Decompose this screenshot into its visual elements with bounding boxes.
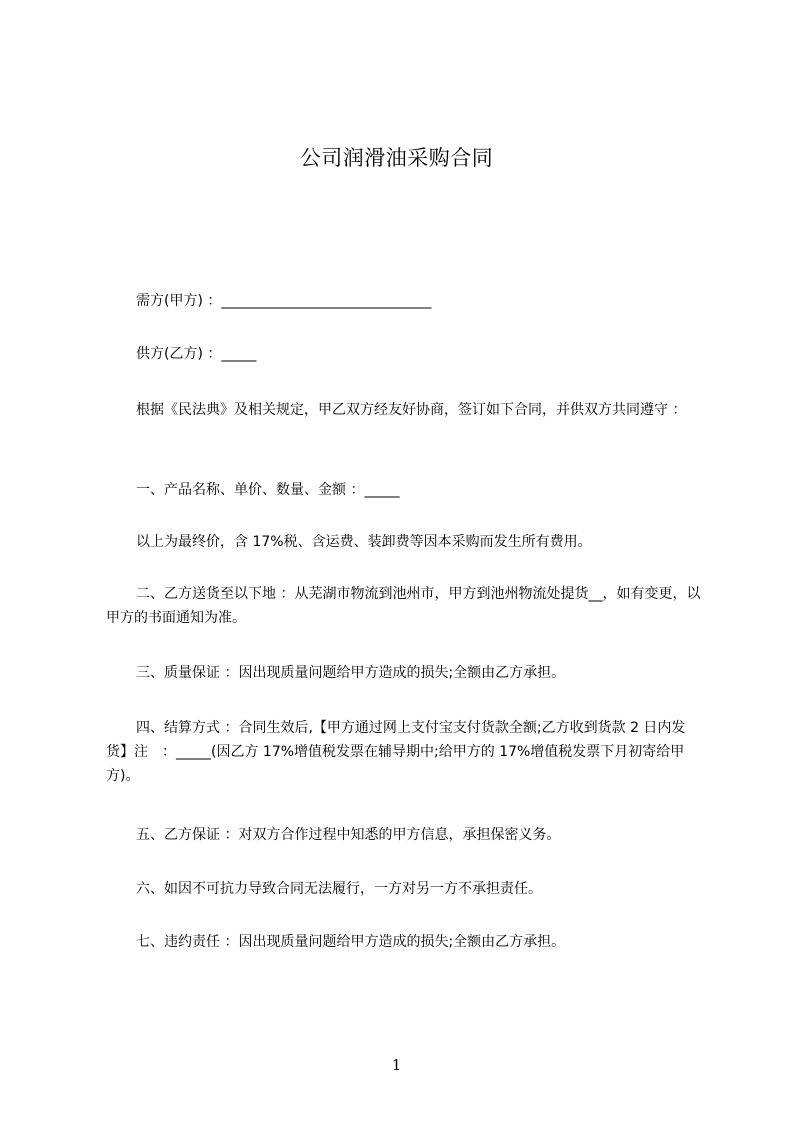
section-7-liability: 七、违约责任 ：因出现质量问题给甲方造成的损失;全额由乙方承担。 bbox=[136, 934, 566, 950]
section-4-settlement: 四、结算方式 ：合同生效后,【甲方通过网上支付宝支付货款全额;乙方收到货款 2 日内发货】注 ：_____(因乙方 17%增值税发票在辅导期中;给甲方的 17%增值税发票下月初寄给甲方)。 bbox=[106, 720, 686, 784]
section-1-product: 一、产品名称、单价、数量、金额 ：_____ bbox=[136, 482, 400, 498]
page-number: 1 bbox=[391, 1056, 402, 1074]
section-2-delivery: 二、乙方送货至以下地 ：从芜湖市物流到池州市，甲方到池州物流处提货__，如有变更，以甲方的书面通知为准。 bbox=[106, 586, 701, 626]
demand-party-line: 需方(甲方) ：______________________________ bbox=[136, 293, 432, 309]
section-1-price-note: 以上为最终价，含 17%税、含运费、装卸费等因本采购而发生所有费用。 bbox=[136, 534, 592, 550]
supply-party-line: 供方(乙方) ：_____ bbox=[136, 346, 257, 362]
intro-paragraph: 根据《民法典》及相关规定，甲乙双方经友好协商，签订如下合同，并供双方共同遵守 ： bbox=[136, 402, 687, 418]
section-6-force-majeure: 六、如因不可抗力导致合同无法履行，一方对另一方不承担责任。 bbox=[136, 881, 542, 897]
document-title: 公司润滑油采购合同 bbox=[299, 146, 494, 170]
section-5-guarantee: 五、乙方保证 ：对双方合作过程中知悉的甲方信息，承担保密义务。 bbox=[136, 827, 561, 843]
section-3-quality: 三、质量保证 ：因出现质量问题给甲方造成的损失;全额由乙方承担。 bbox=[136, 665, 566, 681]
